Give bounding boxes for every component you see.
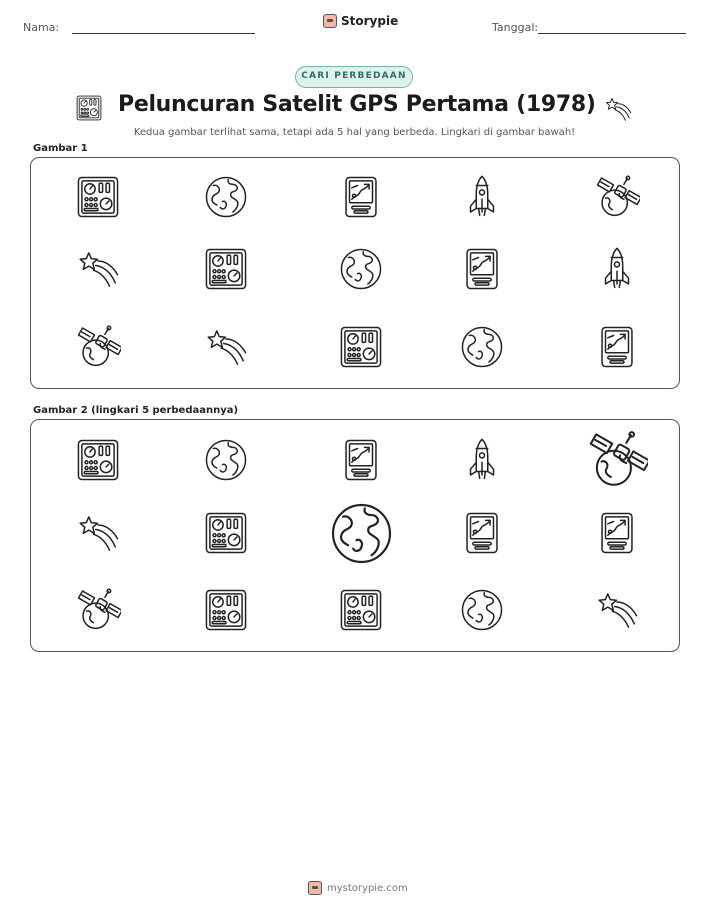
instructions: Kedua gambar terlihat sama, tetapi ada 5 hal yang berbeda. Lingkari di gambar bawah!: [133, 127, 576, 138]
date-label: Tanggal:: [492, 21, 539, 34]
activity-badge: CARI PERBEDAAN: [295, 66, 413, 88]
earth-icon: [338, 246, 384, 292]
gps-device-icon[interactable]: [459, 510, 505, 556]
satellite-icon: [594, 174, 640, 220]
shooting-star-icon[interactable]: [75, 510, 121, 556]
gps-device-icon[interactable]: [338, 437, 384, 483]
gps-device-icon: [594, 324, 640, 370]
shooting-star-icon[interactable]: [594, 587, 640, 633]
brand-logo: [323, 14, 398, 28]
gps-device-icon: [338, 174, 384, 220]
satellite-icon[interactable]: [75, 587, 121, 633]
section-2-label: Gambar 2 (lingkari 5 perbedaannya): [33, 405, 239, 416]
gps-device-icon: [459, 246, 505, 292]
rocket-icon: [459, 174, 505, 220]
earth-icon[interactable]: [203, 437, 249, 483]
panel-icon[interactable]: [203, 510, 249, 556]
page-title: Peluncuran Satelit GPS Pertama (1978): [118, 92, 596, 117]
gps-device-icon[interactable]: [594, 510, 640, 556]
satellite-icon: [75, 324, 121, 370]
panel-icon: [338, 324, 384, 370]
earth-icon: [459, 324, 505, 370]
footer-url: mystorypie.com: [327, 882, 408, 894]
name-label: Nama:: [23, 21, 60, 34]
rocket-icon[interactable]: [459, 437, 505, 483]
storypie-logo-icon: [308, 881, 322, 895]
section-1-label: Gambar 1: [33, 143, 88, 154]
picture-1-panel: [30, 157, 680, 389]
picture-2-panel[interactable]: [30, 419, 680, 652]
date-field[interactable]: [538, 33, 686, 34]
panel-icon[interactable]: [338, 587, 384, 633]
panel-icon[interactable]: [203, 587, 249, 633]
storypie-logo-icon: [323, 14, 337, 28]
footer: [308, 881, 408, 895]
shooting-star-icon: [603, 94, 633, 128]
panel-icon[interactable]: [75, 437, 121, 483]
earth-icon: [203, 174, 249, 220]
panel-icon: [75, 94, 103, 126]
earth-icon[interactable]: [459, 587, 505, 633]
panel-icon: [203, 246, 249, 292]
shooting-star-icon: [203, 324, 249, 370]
rocket-icon: [594, 246, 640, 292]
earth-icon[interactable]: [328, 500, 395, 567]
name-field[interactable]: [72, 33, 255, 34]
satellite-icon[interactable]: [586, 429, 648, 491]
panel-icon: [75, 174, 121, 220]
shooting-star-icon: [75, 246, 121, 292]
brand-name: Storypie: [341, 14, 399, 28]
